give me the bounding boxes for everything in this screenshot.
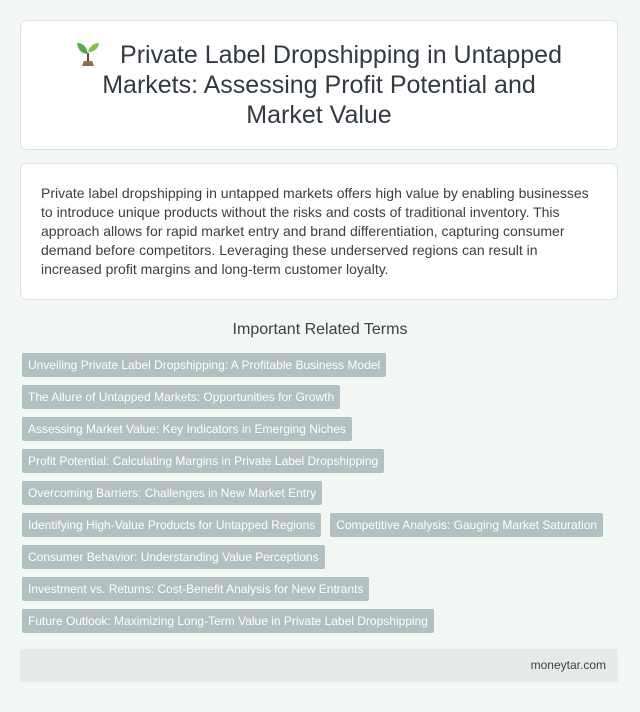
page-title-text: Private Label Dropshipping in Untapped Markets: Assessing Profit Potential and Market Value bbox=[102, 41, 562, 129]
footer bbox=[20, 649, 618, 682]
related-term-tag[interactable]: Investment vs. Returns: Cost-Benefit Analysis for New Entrants bbox=[22, 577, 369, 601]
related-terms-heading: Important Related Terms bbox=[232, 321, 408, 338]
related-term-tag[interactable]: Profit Potential: Calculating Margins in Private Label Dropshipping bbox=[22, 449, 384, 473]
related-term-tag[interactable]: Assessing Market Value: Key Indicators in Emerging Niches bbox=[22, 417, 352, 441]
related-terms-list bbox=[22, 353, 618, 633]
related-term-tag[interactable]: Identifying High-Value Products for Untapped Regions bbox=[22, 513, 321, 537]
related-term-tag[interactable]: The Allure of Untapped Markets: Opportunities for Growth bbox=[22, 385, 340, 409]
title-card bbox=[20, 20, 618, 150]
summary-text: Private label dropshipping in untapped markets offers high value by enabling businesses to introduce unique products without the risks and costs of traditional inventory. This approach allows for rapid market entry and brand differentiation, capturing consumer demand before competitors. Leveraging these underserved regions can result in increased profit margins and long-term customer loyalty. bbox=[41, 185, 589, 277]
page-title bbox=[61, 40, 577, 130]
related-term-tag[interactable]: Overcoming Barriers: Challenges in New Market Entry bbox=[22, 481, 322, 505]
summary-card bbox=[20, 163, 618, 300]
footer-site-link[interactable]: moneytar.com bbox=[530, 658, 606, 672]
related-term-tag[interactable]: Consumer Behavior: Understanding Value Perceptions bbox=[22, 545, 325, 569]
sprout-icon bbox=[76, 40, 100, 66]
related-term-tag[interactable]: Competitive Analysis: Gauging Market Saturation bbox=[330, 513, 603, 537]
related-term-tag[interactable]: Future Outlook: Maximizing Long-Term Value in Private Label Dropshipping bbox=[22, 609, 434, 633]
related-term-tag[interactable]: Unveiling Private Label Dropshipping: A Profitable Business Model bbox=[22, 353, 386, 377]
